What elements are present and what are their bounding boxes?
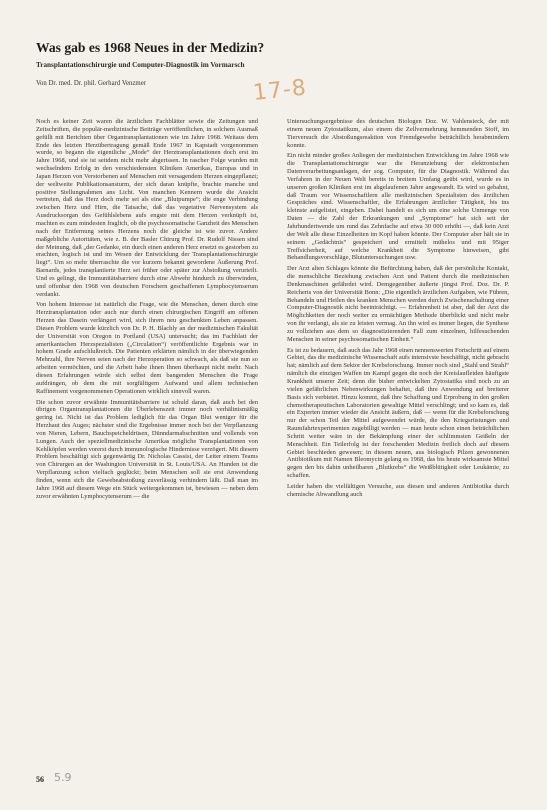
page-number: 56: [36, 775, 44, 784]
text-column-left: [36, 118, 258, 778]
paragraph: Es ist zu bedauern, daß auch das Jahr 1968 einen nennenswerten Fortschritt auf einem Gebiet, das die medizinische Wissenschaft aufs intensivste beschäftigt, nicht gebracht hat; nämlich auf dem Sektor der Krebsforschung. Immer noch sind „Stahl und Strahl“ nämlich die einzigen Waffen im Kampf gegen die noch der Kreislaufleiden häufigste Krankheit unserer Zeit; denn die bisher entwickelten Zytostatika sind noch zu an vielen gefährlichen Nebenwirkungen behaftet, daß ihre Anwendung auf breiterer Basis sich verbietet. Hinzu kommt, daß ihre Schaffung und Erprobung in den großen chemotherapeutischen Laboratorien gewaltige Mittel verschlingt; und so kam es, daß ein Experten immer wieder die Ansicht äußern, daß — wenn für die Krebsforschung nur der schon Teil der Mittel aufgewendet würde, die den Kriegsrüstungen und Raumfahrtexperimenten zugebilligt werden — man heute schon einen beträchtlichen Schritt weiter wäre in der Bekämpfung einer der schlimmsten Geißeln der Menschheit. Ein Teilerfolg ist der forschenden Medizin freilich doch auf diesem Gebiet beschieden gewesen; in diesem neuen, aus biologisch Pilzen gewonnenen Antibiotikum mit Namen Bleomycin gelang es 1968, das bis heute wirksamste Mittel gegen den bis dahin unheilbaren „Blutkrebs“ die Weißblütigkeit oder Leukämie, zu schaffen.: [287, 346, 509, 480]
paragraph: Noch es keiner Zeit waren die ärztlichen Fachblätter sowie die Zeitungen und Zeitschriften, die populär-medizinische Beiträge veröffentlichen, in solchem Ausmaß gefüllt mit Berichten über Organtransplantationen wie im Jahre 1968. Weitaus dem Ende des letzten Herzübertragung gemäß Ende 1967 in Kapstadt vorgenommen wurde, so begann die eigentliche „Mode“ der Herztransplantationen doch erst im Jahre 1968, und sie ist seitdem nicht mehr abgerissen. In rascher Folge wurden mit wechselndem Erfolg in den verschiedensten Kliniken Amerikas, Europas und in Japan Herzen von Verstorbenen auf Menschen mit versagendem Herzen eingepflanzt; der weltweite Publikationsansturm, der sich daran knüpfte, brachte manche und positive Stellungnahmen ans Licht. Von manchen Kennern wurde die Ansicht vertreten, daß das Herz doch mehr sei als eine „Blutpumpe“; die enge Verbindung zwischen Herz und Hirn, die Tatsache, daß das vegetative Nervensystem als Ausdrucksorgan des Gefühlslebens aufs engste mit dem Herzen verknüpft ist, machten es zum mindesten fraglich, ob die psychosomatische Ganzheit des Menschen nach der Entfernung seines Herzens noch die gleiche ist wie zuvor. Andere maßgebliche Autoritäten, wie z. B. der Basler Chirurg Prof. Dr. Rudolf Nissen sind der Meinung, daß „der Gedanke, ein durch einen anderen Herz ersetzt es gestorben zu erachten, logisch ist und im Wesen der Entwicklung der Transplantationschirurgie liegt“. Um so mehr überraschte die vor kurzem bekannt gewordene Äußerung Prof. Barnards, jedes transplantierte Herz sei früher oder später zur Abstoßung verurteilt. Und es gelingt, die Immunitätsbarriere durch eine Abwehr hindurch zu überwinden, und offenbar den 1968 von deutschen Forschern geschaffenen Lymphocytenserum verdankt.: [36, 118, 258, 298]
article-author: Von Dr. med. Dr. phil. Gerhard Venzmer: [36, 80, 146, 87]
text-column-right: [287, 118, 509, 778]
article-title: Was gab es 1968 Neues in der Medizin?: [36, 40, 265, 55]
paragraph: Die schon zuvor erwähnte Immunitätsbarriere ist schuld daran, daß auch bei den übrigen Organtransplantationen die Überlebenszeit immer noch verhältnismäßig gering ist. Nicht ist das Problem lediglich für das Organ Blut weniger für die Herzhaut des Auges; nächster sind die Ergebnisse immer noch bei der Verpflanzung von Nieren, Lebern, Bauchspeicheldrüsen, Dünndarmabschnitten und vollends von Lungen. Auch der speziellmedizinische Amerikas mögliche Transplantationen von Kehlköpfen werden vorerst durch immunologische Hindernisse verzögert. Mit diesem Problem beschäftigt sich gegenwärtig Dr. Nicholas Cassisi, der Leiter einem Teams von Chirurgen an der Washington Universität in St. Louis/USA. An Hunden ist die Verpflanzung schon vielfach geglückt; beim Menschen soll sie erst Anwendung finden, wenn sich die Gewebeabstoßung zuverlässig verhindern läßt. Daß man im Jahre 1968 auf diesem Wege ein Stück weitergekommen ist, bewiesen — neben dem zuvor erwähnten Lymphocytenserum — die: [36, 398, 258, 500]
pencil-note: 5.9: [54, 771, 72, 784]
paragraph: Von hohem Interesse ist natürlich die Frage, wie die Menschen, denen durch eine Herztransplantation oder auch nur durch einen chirurgischen Eingriff am offenen Herzen das Dasein verlängert wird, sich ihrem neu geschenkten Leben anpassen. Diesen Problem wurde kürzlich von Dr. P. H. Blachly an der medizinischen Fakultät der Universität von Oregon in Portland (USA) untersucht; das im Fachblatt der amerikanischen Herzspezialisten („Circulation“) veröffentlichte Ergebnis war in hohem Grade aufschlußreich. Die Patienten erklärten nämlich in der überwiegenden Mehrzahl, ihre Nerven seien nach der Herzoperation so schwach, als daß sie nun so arbeiten vermöchten, und die Arbeit habe ihnen Ihnen überhaupt nicht mehr. Nach diesen Erfahrungen würde sich selbst dem bangenden Menschen die Frage aufdrängen, ob dem die mit sorgfältigem Aufwand und allem technischen Raffinement vorgenommenen Operationen wirklich sinnvoll waren.: [36, 301, 258, 395]
handwritten-annotation: 17-8: [251, 75, 309, 106]
paragraph: Der Arzt alten Schlages könnte die Befürchtung haben, daß der persönliche Kontakt, die menschliche Beziehung zwischen Arzt und Patient durch die medizinischen Denkmaschinen gefährdet wird. Demgegenüber äußerte jüngst Prof. Doz. Dr. P. Reicherts von der Universität Bonn: „Die eigentlich ärztlichen Aufgaben, wie Führen, Behandeln und Heilen des kranken Menschen werden durch Zwischenschaltung einer Computer-Diagnostik nicht beeinträchtigt. — Erfahrenheit ist aber, daß der Arzt die Möglichkeiten der noch weiter zu ermächtigen Methode überblickt und nicht mehr von ihr verlangt, als sie zu leisten vermag. An ihn wird es immer liegen, die Synthese zu vollziehen aus dem so diagnostizierenden Fall zum einzelnen, hilfesuchenden Menschen in seiner psychosomatischen Einheit.“: [287, 265, 509, 343]
paragraph: Untersuchungsergebnisse des deutschen Biologen Doz. W. Vahlensieck, der mit einem neuen Zytostatikum, also einem die Zellvermehrung hemmenden Stoff, im Tierversuch die Abstoßungsreaktion von Fremdgewebe beträchtlich herabmindern konnte.: [287, 118, 509, 149]
paragraph: Leider haben die vielfältigen Versuche, aus diesen und anderen Antibiotika durch chemische Abwandlung auch: [287, 482, 509, 498]
paragraph: Ein nicht minder großes Anliegen der medizinischen Entwicklung im Jahre 1968 wie die Transplantationschirurgie war die Heranziehung der elektronischen Datenverarbeitungsanlagen, der sog. Computer, für die Diagnostik. Während das Verfahren in der Neuen Welt bereits in breitem Umfang geübt wird, wurde es in unseren großen Kliniken erst im abgelaufenen Jahre angewandt. Es wird so gebahnt, daß Traum vor Wissenschaftlern alle medizinischen Spezialisten des ärztlichen Gespräches sind. Wissenschaftler, die Erfahrungen ärztlicher Tätigkeit, bis ins kleinste aufgelistet, eingeben. Dabei handelt es sich um eine solche Unmenge von Daten — die Zahl der Erkrankungen und „Symptome“ hat sich seit der Jahrhundertwende um rund das Zehnfache auf etwa 30 000 erhöht —, daß kein Arzt der Welt alle diese Einzelheiten im Kopf haben könnte. Der Computer aber hält sie in seinem „Gedächtnis“ gespeichert und ermittelt mühelos und mit 95iger Treffsicherheit, auf welche Krankheit die Symptome hinweisen, gibt Behandlungsvorschläge, Blutuntersuchungen usw.: [287, 152, 509, 262]
article-subtitle: Transplantationschirurgie und Computer-Diagnostik im Vormarsch: [36, 61, 245, 69]
